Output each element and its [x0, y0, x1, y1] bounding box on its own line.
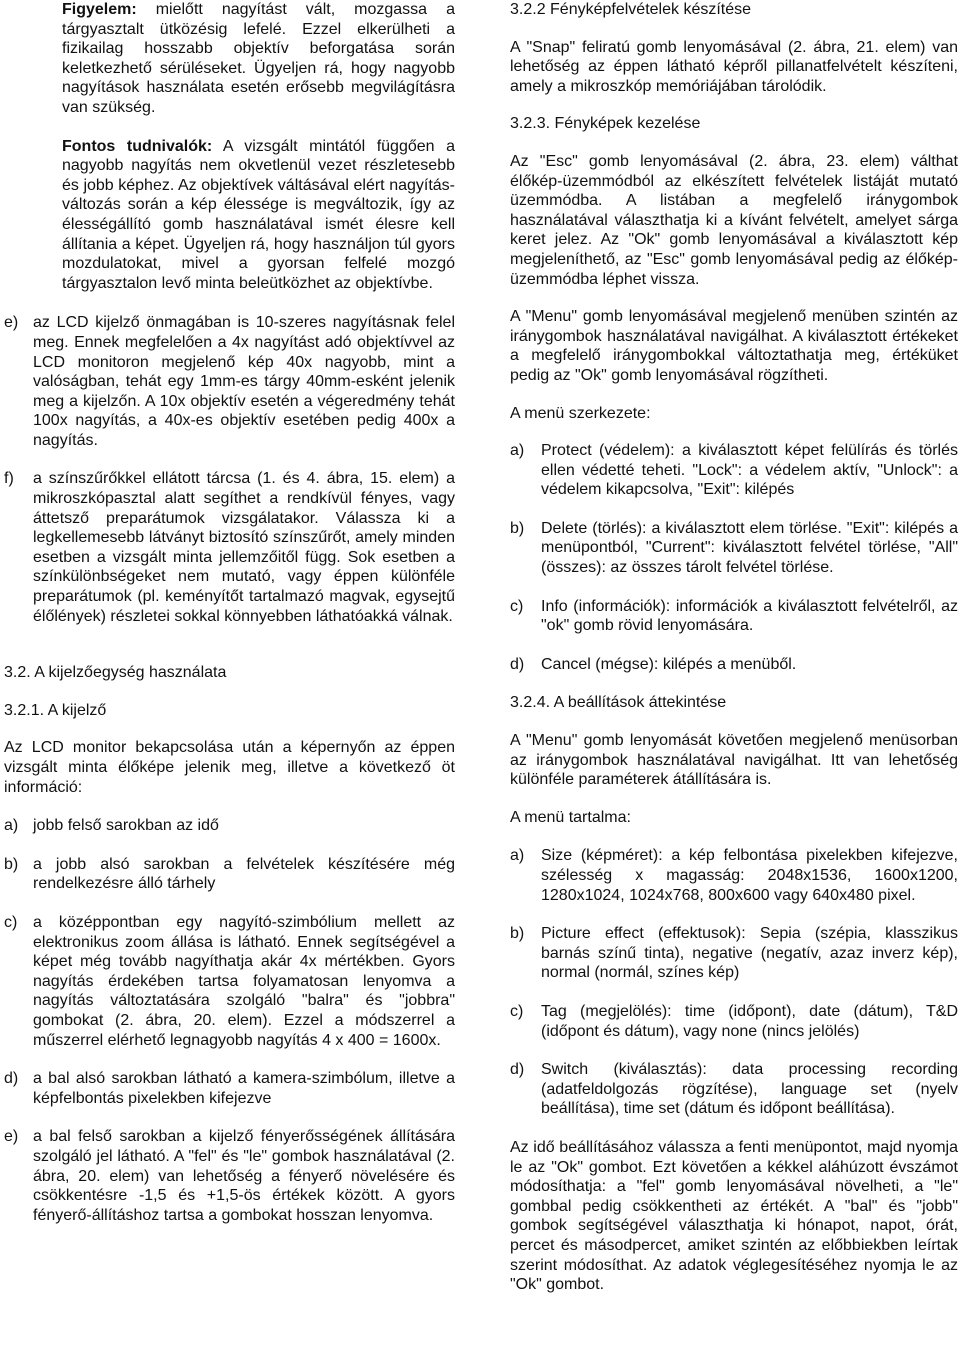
item-text: Size (képméret): a kép felbontása pixelekben kifejezve, szélesség x magasság: 2048x1536, 1600x1200, 1280x1024, 1024x768, 800x600 vagy 640x480 pixel. — [541, 847, 958, 904]
final-paragraph: Az idő beállításához válassza a fenti menüpontot, majd nyomja le az "Ok" gombot. Ezt követően a kékkel aláhúzott évszámot módosíthatja: a "fel" gomb lenyomásával növelheti, a "le" gombbal pedig csökkentheti az értékét. A "bal" és "jobb" gombok segítségével választhatja ki hónapot, napot, órát, percet és másodpercet, amiket szintén az előbbiekben leírtak szerint módosíthat. Az adatok véglegesítéséhez nyomja le az "Ok" gombot. — [510, 1138, 958, 1294]
list-item — [0, 855, 455, 894]
heading-322: 3.2.2 Fényképfelvételek készítése — [510, 1, 752, 18]
item-label: d) — [510, 1061, 525, 1079]
warning-label: Figyelem: — [62, 1, 137, 18]
item-text: a középpontban egy nagyító-szimbólium mellett az elektronikus zoom állása is látható. Ennek segítségével a képet még tovább nagyíthatja akár 4x mértékben. Gyors nagyítás érdekében tartsa folyamatosan lenyomva a nagyítás változtatására szolgáló "balra" és "jobbra" gombokat (2. ábra, 20. elem). Ezzel a módszerrel a műszerrel elérhető legnagyobb nagyítás 4 x 400 = 1600x. — [33, 913, 455, 1049]
right-column — [510, 0, 958, 1295]
item-label: b) — [510, 519, 525, 537]
item-label: f) — [4, 470, 14, 488]
item-label: c) — [4, 913, 18, 931]
paragraph-324: A "Menu" gomb lenyomását követően megjelenő menüsorban az iránygombok használatával navigálhat. Itt van lehetőség különféle paraméterek átállítására is. — [510, 732, 958, 789]
note-label: Fontos tudnivalók: — [62, 137, 213, 155]
list-item — [0, 1127, 455, 1225]
left-column — [0, 0, 455, 1225]
menu-structure-label: A menü szerkezete: — [510, 404, 651, 422]
item-label: e) — [4, 314, 19, 332]
item-text: a színszűrőkkel ellátott tárcsa (1. és 4. ábra, 15. elem) a mikroszkópasztal alatt segíthet a rendkívül fényes, vagy áttetsző preparátumok vizsgálatakor. Válassza ki a legkellemesebb látványt biztosító színszűrőt, amely minden esetben a vizsgált minta jellemzőitől függ. Sok esetben a színkülönbségeket nem mutató, vagy éppen különféle preparátumok (pl. keményítőt tartalmazó magvak, egysejtű élőlények) részletei sokkal könnyebben láthatóakká válnak. — [33, 470, 455, 625]
note-paragraph — [0, 137, 455, 294]
list-item — [510, 846, 958, 905]
item-label: e) — [4, 1128, 19, 1146]
item-label: b) — [510, 925, 525, 943]
item-text: Delete (törlés): a kiválasztott elem törlése. "Exit": kilépés a menüpontból, "Current": kiválasztott felvétel törlése, "All" (összes): az összes tárolt felvétel törlése. — [541, 519, 958, 577]
item-text: Protect (védelem): a kiválasztott képet felülírás és törlés ellen védetté teheti. "Lock": a védelem aktív, "Unlock": a védelem kikapcsolva, "Exit": kilépés — [541, 442, 958, 499]
item-text: Picture effect (effektusok): Sepia (szépia, klasszikus barnás színű tinta), negative (negatív, azaz inverz kép), normal (normál, színes kép) — [541, 925, 958, 982]
item-label: d) — [510, 655, 525, 673]
item-label: a) — [510, 847, 525, 865]
item-label: d) — [4, 1070, 19, 1088]
item-text: a bal alsó sarokban látható a kamera-szimbólum, illetve a képfelbontás pixelekben kifejezve — [33, 1070, 455, 1107]
item-label: b) — [4, 855, 19, 873]
warning-text: mielőtt nagyítást vált, mozgassa a tárgyasztalt ütközésig lefelé. Ezzel elkerülheti a fizikailag hosszabb objektív beforgatása során keletkezhető sérüléseket. Ügyeljen rá, hogy nagyobb nagyítások használata esetén erősebb megvilágításra van szükség. — [62, 1, 455, 116]
list-item — [0, 313, 455, 450]
item-text: a jobb alsó sarokban a felvételek készítésére még rendelkezésre álló tárhely — [33, 855, 455, 893]
item-label: c) — [510, 597, 524, 615]
item-text: Switch (kiválasztás): data processing recording (adatfeldolgozás rögzítése), language set (nyelv beállítása), time set (dátum és időpont beállítása). — [541, 1061, 958, 1118]
heading-324: 3.2.4. A beállítások áttekintése — [510, 694, 727, 712]
list-item — [510, 655, 958, 675]
item-text: Info (információk): információk a kiválasztott felvételről, az "ok" gomb rövid lenyomására. — [541, 597, 958, 635]
warning-paragraph — [0, 0, 455, 118]
note-text: A vizsgált mintától függően a nagyobb nagyítás nem okvetlenül vezet részletesebb és jobb képhez. Az objektívek váltásával elért nagyítás-változás során a kép élessége is megváltozik, így az élességállító gomb használatával ismét élesre kell állítania a képet. Ügyeljen rá, hogy használjon túl gyors mozdulatokat, mivel a gyorsan felfelé mozgó tárgyasztalon levő minta beleütközhet az objektívbe. — [62, 137, 455, 292]
subsection-title: 3.2.1. A kijelző — [4, 701, 107, 719]
list-item — [510, 597, 958, 636]
list-item — [0, 913, 455, 1050]
item-label: c) — [510, 1002, 524, 1020]
list-item — [0, 816, 455, 836]
list-item — [510, 924, 958, 983]
paragraph-322: A "Snap" feliratú gomb lenyomásával (2. ábra, 21. elem) van lehetőség az éppen látható képről pillanatfelvételt készíteni, amely a mikroszkóp memóriájában tárolódik. — [510, 38, 958, 95]
paragraph-323b: A "Menu" gomb lenyomásával megjelenő menüben szintén az iránygombok használatával navigálhat. A kiválasztott értékeket a megfelelő iránygombokkal változtathatja meg, értéküket pedig az "Ok" gomb lenyomásával rögzítheti. — [510, 308, 958, 384]
list-item — [510, 519, 958, 578]
item-label: a) — [4, 817, 19, 835]
item-text: Cancel (mégse): kilépés a menüből. — [541, 655, 797, 673]
list-item — [510, 441, 958, 500]
paragraph-323a: Az "Esc" gomb lenyomásával (2. ábra, 23. elem) válthat élőkép-üzemmódból az elkészített felvételek listáját mutató üzemmódba. A listában a megfelelő iránygombok használatával választhatja ki a kívánt felvételt, amelyet sárga keret jelez. Az "Ok" gomb lenyomásával a kiválasztott kép megjeleníthető, az "Esc" gomb lenyomásával pedig az élőkép-üzemmódba léphet vissza. — [510, 152, 958, 288]
list-item — [510, 1060, 958, 1119]
list-item — [0, 1069, 455, 1108]
list-item — [510, 1002, 958, 1041]
item-label: a) — [510, 442, 525, 460]
item-text: a bal felső sarokban a kijelző fényerősségének állítására szolgáló jel látható. A "fel" és "le" gombok használatával (2. ábra, 20. elem) van lehetőség a fényerő növelésére és csökkentésre -1,5 és +1,5-ös értékek között. A gyors fényerő-állításhoz tartsa a gombokat hosszan lenyomva. — [33, 1128, 455, 1224]
intro-paragraph: Az LCD monitor bekapcsolása után a képernyőn az éppen vizsgált minta élőképe jelenik meg, illetve a következő öt információ: — [4, 739, 455, 796]
item-text: jobb felső sarokban az idő — [33, 817, 219, 835]
item-text: Tag (megjelölés): time (időpont), date (dátum), T&D (időpont és dátum), vagy none (nincs jelölés) — [541, 1002, 958, 1040]
section-title: 3.2. A kijelzőegység használata — [4, 664, 227, 682]
menu-content-label: A menü tartalma: — [510, 808, 631, 826]
list-item — [0, 469, 455, 626]
heading-323: 3.2.3. Fényképek kezelése — [510, 115, 701, 133]
item-text: az LCD kijelző önmagában is 10-szeres nagyításnak felel meg. Ennek megfelelően a 4x nagyítást adó objektívvel az LCD monitoron megjelenő kép 40x nagyobb, mint a valóságban, tehát egy 1mm-es tárgy 40mm-esként jelenik meg a kijelzőn. A 10x objektív esetén a végeredmény tehát 100x nagyítás, a 40x-es objektív esetében pedig 400x a nagyítás. — [33, 314, 455, 449]
